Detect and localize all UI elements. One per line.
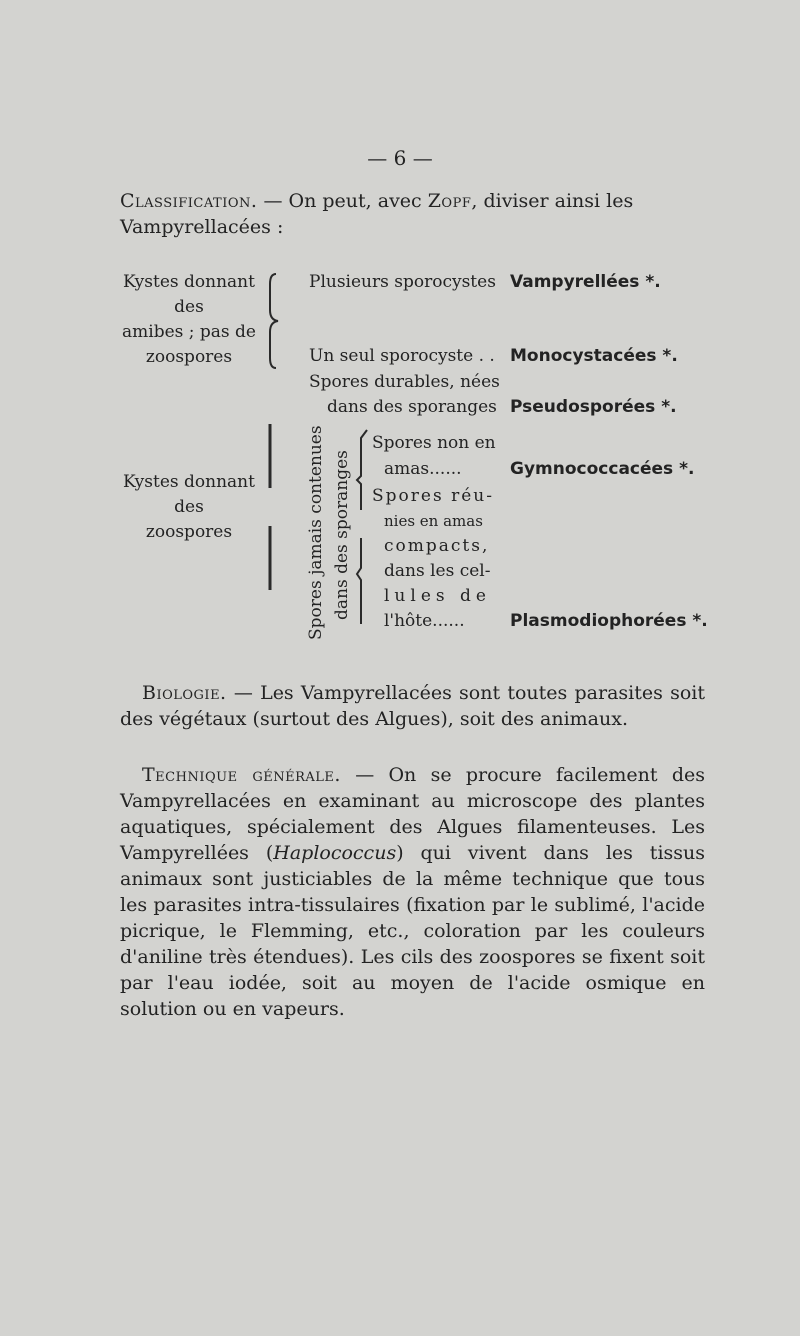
row1-desc: Plusieurs sporocystes xyxy=(309,272,496,292)
row2-desc: Un seul sporocyste . . xyxy=(309,346,495,366)
row5-desc-line: dans les cel- xyxy=(384,561,491,581)
brace-spores xyxy=(355,428,371,628)
brace-group2 xyxy=(266,422,288,592)
row3-name: Pseudosporées *. xyxy=(510,397,677,417)
technique-italic: Haplococcus xyxy=(273,842,397,864)
group2-line: Kystes donnant xyxy=(123,472,255,492)
row2-name: Monocystacées *. xyxy=(510,346,678,366)
row5-name: Plasmodiophorées *. xyxy=(510,611,708,631)
technique-paragraph xyxy=(120,762,705,1022)
row5-desc-line: compacts, xyxy=(384,536,490,556)
biologie-paragraph xyxy=(120,680,705,732)
row1-name: Vampyrellées *. xyxy=(510,272,661,292)
group1-line: Kystes donnant xyxy=(123,272,255,292)
classification-text: — On peut, avec xyxy=(263,190,422,212)
classification-paragraph xyxy=(120,188,705,240)
technique-text: — On se procure facilement des Vampyrellacées en examinant au microscope des plantes aquatiques, spécialement des Algues filamenteuses. Les Vampyrellées ( xyxy=(120,764,705,864)
classification-line2: Vampyrellacées : xyxy=(120,216,284,238)
row5-desc-line: nies en amas xyxy=(384,512,483,530)
row4-name: Gymnococcacées *. xyxy=(510,459,695,479)
vertical-label-1: Spores jamais contenues xyxy=(306,425,326,640)
technique-text-end: ) qui vivent dans les tissus animaux sont justiciables de la même technique que tous les parasites intra-tissulaires (fixation par le sublimé, l'acide picrique, le Flemming, etc., coloration par les couleurs d'aniline très étendues). Les cils des zoospores se fixent soit par l'eau iodée, soit au moyen de l'acide osmique en solution ou en vapeurs. xyxy=(120,842,706,1020)
biologie-text: — Les Vampyrellacées sont toutes parasites soit des végétaux (surtout des Algues), soit des animaux. xyxy=(120,682,705,730)
biologie-label: Biologie. xyxy=(142,682,227,704)
classification-text-end: , diviser ainsi les xyxy=(471,190,634,212)
row3-desc-line: dans des sporanges xyxy=(327,397,497,417)
brace-group1 xyxy=(266,272,288,370)
row4-desc-line: Spores non en xyxy=(372,433,496,453)
vertical-label-2: dans des sporanges xyxy=(332,450,352,620)
row5-desc-line: l'hôte...... xyxy=(384,611,465,631)
group1-line: zoospores xyxy=(145,347,233,367)
row3-desc-line: Spores durables, nées xyxy=(309,372,500,392)
row5-desc-line: lules de xyxy=(384,586,491,606)
row5-desc-line: Spores réu- xyxy=(372,486,494,506)
page-number: — 6 — xyxy=(367,146,433,170)
classification-label: Classification. xyxy=(120,190,258,212)
group1-line: des xyxy=(174,297,204,317)
group2-line: zoospores xyxy=(145,522,233,542)
row4-desc-line: amas...... xyxy=(384,459,462,479)
author-name: Zopf xyxy=(427,190,472,212)
group1-line: amibes ; pas de xyxy=(122,322,256,342)
technique-label: Technique générale. xyxy=(142,764,341,786)
group2-line: des xyxy=(174,497,204,517)
